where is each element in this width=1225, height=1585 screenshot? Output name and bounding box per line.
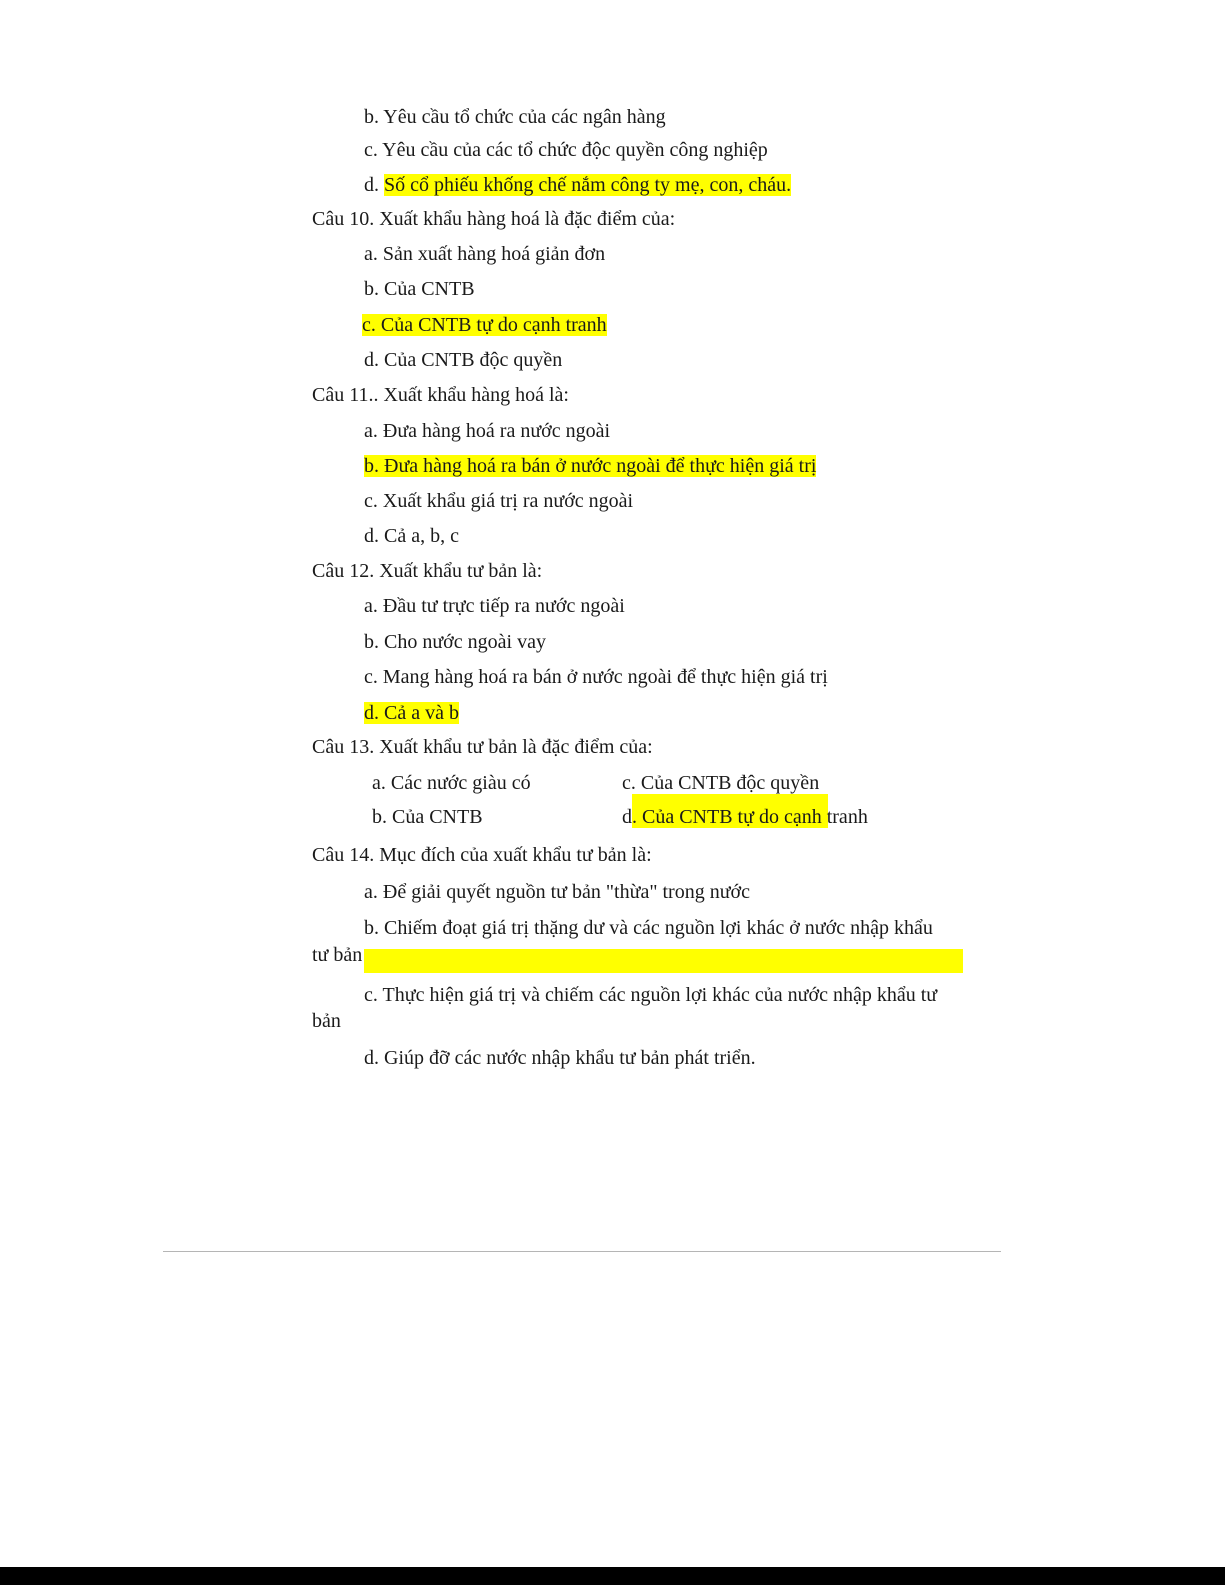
answer-10b: b. Của CNTB [364, 278, 475, 300]
bottom-edge-bar [0, 1567, 1225, 1585]
question-10: Câu 10. Xuất khẩu hàng hoá là đặc điểm của: [312, 208, 676, 230]
answer-12a: a. Đầu tư trực tiếp ra nước ngoài [364, 595, 625, 617]
answer-12b: b. Cho nước ngoài vay [364, 631, 546, 653]
answer-13a: a. Các nước giàu có [372, 772, 531, 794]
question-14: Câu 14. Mục đích của xuất khẩu tư bản là: [312, 844, 652, 866]
answer-11a: a. Đưa hàng hoá ra nước ngoài [364, 420, 611, 442]
answer-10c-highlighted: c. Của CNTB tự do cạnh tranh [362, 314, 607, 336]
answer-13b: b. Của CNTB [372, 806, 483, 828]
answer-11b [364, 454, 816, 478]
answer-9c: c. Yêu cầu của các tổ chức độc quyền công nghiệp [364, 139, 768, 161]
answer-13c: c. Của CNTB độc quyền [622, 772, 820, 794]
answer-13d-label: d. [622, 806, 642, 828]
question-11: Câu 11.. Xuất khẩu hàng hoá là: [312, 384, 569, 406]
answer-9d-highlighted: Số cổ phiếu khống chế nắm công ty mẹ, con, cháu. [384, 174, 792, 196]
answer-13d-rest: tranh [821, 806, 868, 828]
answer-10d: d. Của CNTB độc quyền [364, 349, 563, 371]
page-divider [163, 1251, 1001, 1252]
answer-11d: d. Cả a, b, c [364, 525, 459, 547]
answer-14c-line2: bản [312, 1010, 341, 1032]
answer-12d [364, 701, 459, 725]
answer-11b-highlighted: b. Đưa hàng hoá ra bán ở nước ngoài để thực hiện giá trị [364, 455, 817, 477]
answer-10a: a. Sản xuất hàng hoá giản đơn [364, 243, 606, 265]
answer-14b-line2: tư bản [312, 944, 363, 966]
answer-13d-highlighted: Của CNTB tự do cạnh [642, 806, 822, 828]
answer-13d [622, 805, 868, 829]
answer-11c: c. Xuất khẩu giá trị ra nước ngoài [364, 490, 634, 512]
answer-14b-highlight-mark [364, 949, 963, 973]
question-12: Câu 12. Xuất khẩu tư bản là: [312, 560, 543, 582]
answer-14b-line1: b. Chiếm đoạt giá trị thặng dư và các nguồn lợi khác ở nước nhập khẩu [364, 917, 933, 939]
answer-9b: b. Yêu cầu tổ chức của các ngân hàng [364, 106, 666, 128]
answer-12d-highlighted: d. Cả a và b [364, 702, 459, 724]
answer-12c: c. Mang hàng hoá ra bán ở nước ngoài để thực hiện giá trị [364, 666, 828, 688]
answer-10c [362, 313, 607, 337]
answer-14a: a. Để giải quyết nguồn tư bản "thừa" trong nước [364, 881, 751, 903]
answer-14d: d. Giúp đỡ các nước nhập khẩu tư bản phát triển. [364, 1047, 756, 1069]
answer-14c-line1: c. Thực hiện giá trị và chiếm các nguồn lợi khác của nước nhập khẩu tư [364, 984, 938, 1006]
answer-9d-label: d. [364, 174, 384, 196]
question-13: Câu 13. Xuất khẩu tư bản là đặc điểm của: [312, 736, 653, 758]
answer-9d [364, 173, 791, 197]
